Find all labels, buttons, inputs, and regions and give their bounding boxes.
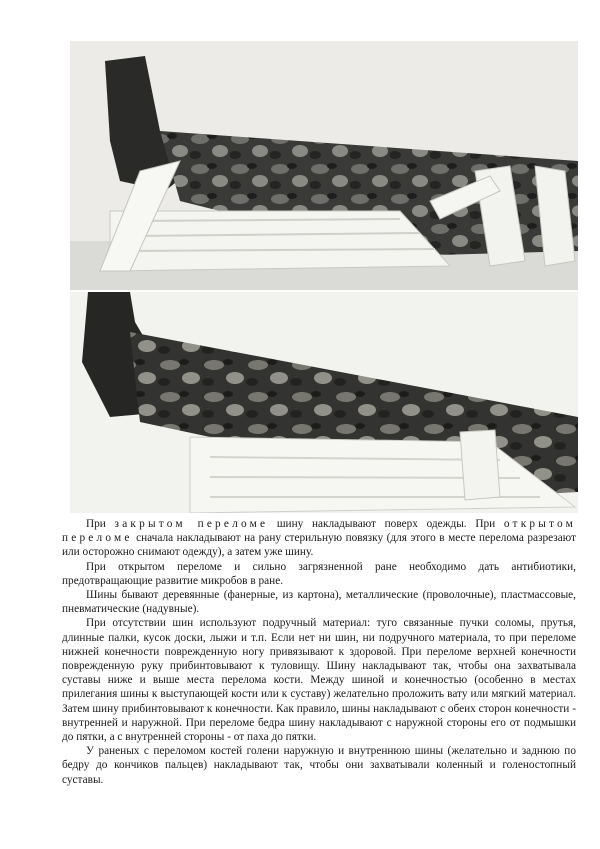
paragraph-5: У раненых с переломом костей голени наружную и внутреннюю шины (желательно и заднюю по бедру до кончиков пальцев) накладывают так, чтобы они захватывали коленный и голеностопный суставы. bbox=[62, 745, 576, 786]
paragraph-2: При открытом переломе и сильно загрязненной ране необходимо дать антибиотики, предотвращающие развитие микробов в ране. bbox=[62, 560, 576, 587]
term-open-fracture: открытом переломе bbox=[62, 518, 576, 545]
splint-photo-top-image bbox=[70, 41, 578, 290]
paragraph-3: Шины бывают деревянные (фанерные, из картона), металлические (проволочные), пластмассовые, пневматические (надувные). bbox=[62, 589, 576, 616]
splint-photo-bottom-image bbox=[70, 292, 578, 513]
body-text bbox=[62, 517, 576, 787]
splint-photo-bottom bbox=[70, 292, 578, 513]
paragraph-1: При закрытом переломе шину накладывают поверх одежды. При открытом переломе сначала накладывают на рану стерильную повязку (для этого в месте перелома разрезают или осторожно снимают одежду), а затем уже шину. bbox=[62, 518, 576, 559]
term-closed-fracture: закрытом переломе bbox=[114, 518, 269, 530]
splint-photo-top bbox=[70, 41, 578, 290]
paragraph-4: При отсутствии шин используют подручный материал: туго связанные пучки соломы, прутья, длинные палки, кусок доски, лыжи и т.п. Если нет ни шин, ни подручного материала, то при переломе нижней конечности поврежденную ногу привязывают к здоровой. При переломе верхней конечности поврежденную руку прибинтовывают к туловищу. Шину накладывают так, чтобы она захватывала суставы ниже и выше места перелома кости. Между шиной и конечностью (особенно в местах прилегания шины к выступающей кости или к суставу) желательно проложить вату или мягкий материал. Затем шину прибинтовывают к конечности. Как правило, шины накладывают с обеих сторон конечности - внутренней и наружной. При переломе бедра шину накладывают с наружной стороны его от подмышки до пятки, а с внутренней стороны - от паха до пятки. bbox=[62, 617, 576, 744]
